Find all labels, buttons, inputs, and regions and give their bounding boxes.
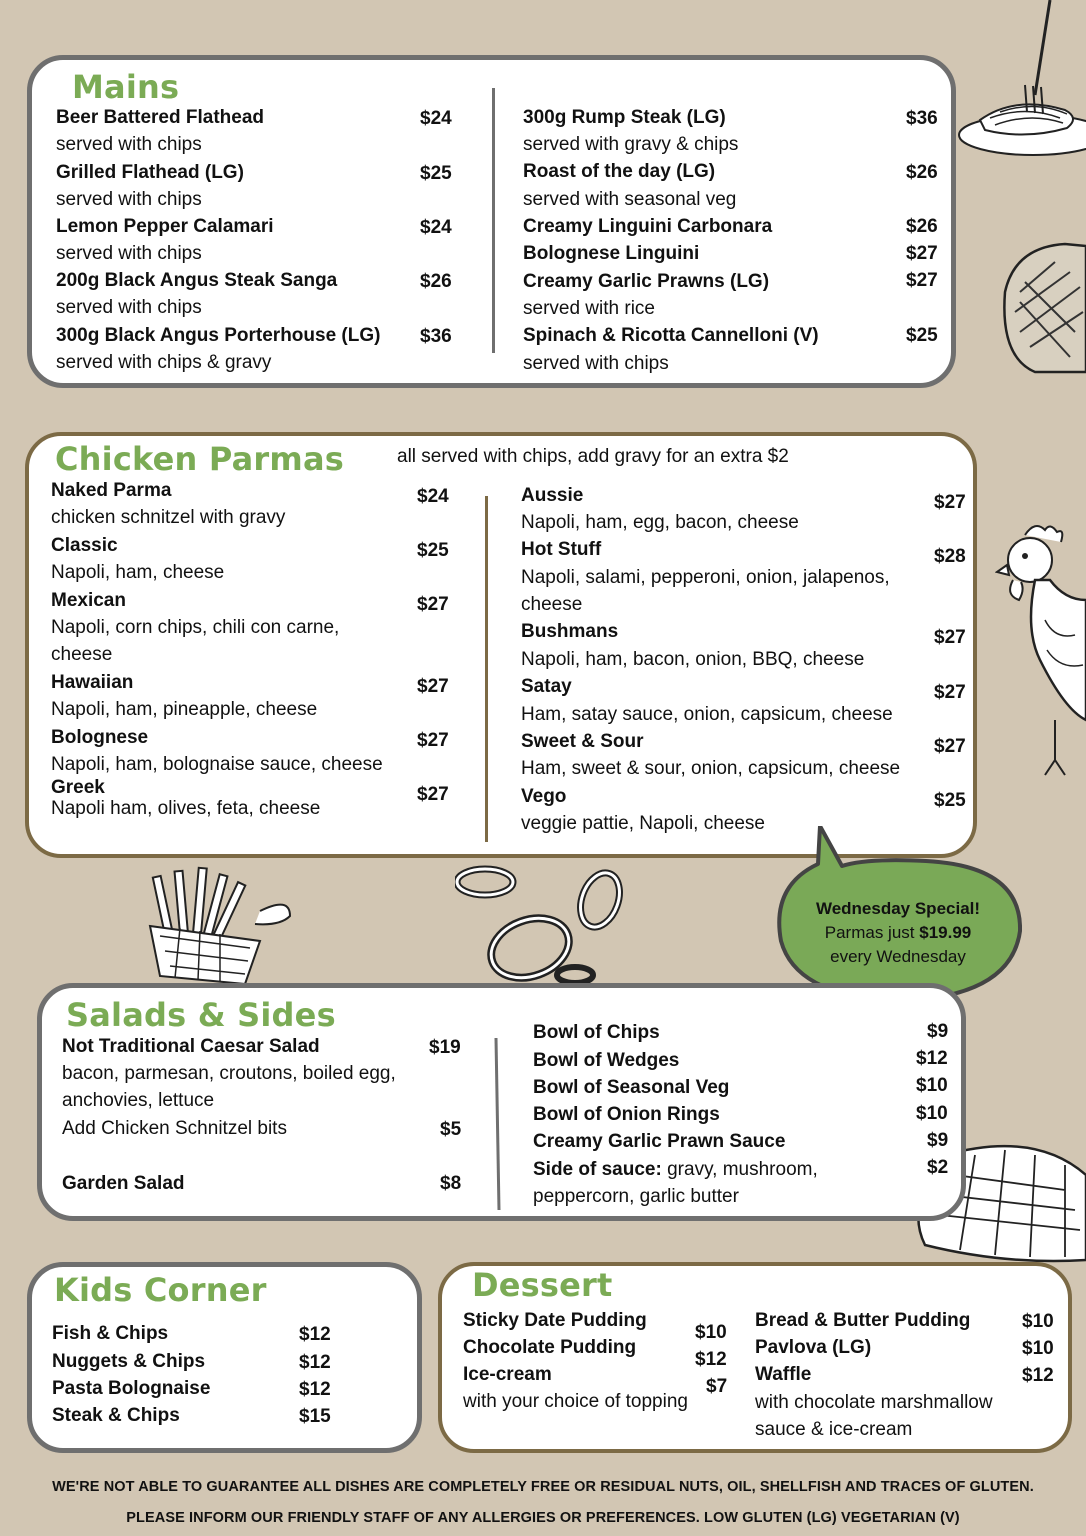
side-item-price: $10 [916, 1103, 948, 1124]
menu-item-name: Vego [521, 786, 567, 807]
allergy-notice: PLEASE INFORM OUR FRIENDLY STAFF OF ANY ALLERGIES OR PREFERENCES. LOW GLUTEN (LG) VEGETARIAN (V) [126, 1510, 960, 1526]
dessert-item-name: Waffle [755, 1364, 812, 1385]
menu-item-price: $27 [906, 270, 938, 291]
menu-item-description: veggie pattie, Napoli, cheese [521, 813, 765, 834]
menu-item-name: Aussie [521, 485, 584, 506]
menu-item-name: Grilled Flathead (LG) [56, 162, 244, 183]
dessert-title: Dessert [472, 1266, 613, 1304]
dessert-item-name: Pavlova (LG) [755, 1337, 872, 1358]
dessert-item-price: $10 [695, 1322, 727, 1343]
special-frequency: every Wednesday [830, 947, 966, 966]
kids-title: Kids Corner [54, 1271, 267, 1309]
menu-item-description: Napoli, corn chips, chili con carne, [51, 617, 340, 638]
menu-item-name: Spinach & Ricotta Cannelloni (V) [523, 325, 819, 346]
menu-item-name: 200g Black Angus Steak Sanga [56, 270, 338, 291]
side-sauce-options-cont: peppercorn, garlic butter [533, 1186, 739, 1207]
onion-rings-illustration [455, 860, 635, 990]
menu-item-description: chicken schnitzel with gravy [51, 507, 286, 528]
dessert-item-description-cont: sauce & ice-cream [755, 1419, 913, 1440]
kids-item-price: $12 [299, 1352, 331, 1373]
side-item-name: Bowl of Onion Rings [533, 1104, 720, 1125]
menu-item-description: served with rice [523, 298, 655, 319]
menu-item-name: Roast of the day (LG) [523, 161, 716, 182]
menu-item-name: Satay [521, 676, 572, 697]
menu-item-description: served with chips [523, 353, 669, 374]
side-item-price: $9 [927, 1021, 949, 1042]
side-item-price: $10 [916, 1075, 948, 1096]
menu-item-price: $26 [906, 216, 938, 237]
kids-item-name: Steak & Chips [52, 1405, 180, 1426]
menu-item-price: $27 [417, 730, 449, 751]
dessert-item-name: Ice-cream [463, 1364, 552, 1385]
menu-item-price: $24 [420, 217, 452, 238]
menu-item-name: Mexican [51, 590, 126, 611]
parmas-title: Chicken Parmas [55, 440, 345, 478]
menu-item-description: Napoli ham, olives, feta, cheese [51, 798, 321, 819]
side-item-name: Bowl of Seasonal Veg [533, 1077, 730, 1098]
menu-item-name: Naked Parma [51, 480, 172, 501]
menu-item-price: $27 [934, 627, 966, 648]
side-item-name: Bowl of Wedges [533, 1050, 680, 1071]
menu-item-name: Hawaiian [51, 672, 134, 693]
kids-item-price: $12 [299, 1324, 331, 1345]
menu-item-price: $27 [417, 676, 449, 697]
menu-item-price: $25 [420, 163, 452, 184]
menu-item-description: served with seasonal veg [523, 189, 737, 210]
menu-item-price: $26 [420, 271, 452, 292]
menu-item-description: served with chips [56, 297, 202, 318]
menu-item-price: $27 [934, 492, 966, 513]
menu-item-description: served with gravy & chips [523, 134, 739, 155]
menu-item-price: $36 [420, 326, 452, 347]
allergen-disclaimer: WE'RE NOT ABLE TO GUARANTEE ALL DISHES ARE COMPLETELY FREE OR RESIDUAL NUTS, OIL, SHELLFISH AND TRACES OF GLUTEN. [52, 1479, 1034, 1495]
side-sauce-options: gravy, mushroom, [661, 1159, 818, 1180]
special-price-prefix: Parmas just [824, 923, 920, 942]
side-sauce-price: $2 [927, 1157, 949, 1178]
steak-illustration [995, 232, 1086, 377]
menu-item-price: $27 [934, 736, 966, 757]
side-sauce-label: Side of sauce: [533, 1159, 662, 1180]
addon-price: $5 [440, 1119, 462, 1140]
menu-item-price: $26 [906, 162, 938, 183]
parmas-note: all served with chips, add gravy for an extra $2 [397, 446, 789, 467]
menu-item-name: Beer Battered Flathead [56, 107, 265, 128]
kids-item-name: Nuggets & Chips [52, 1351, 206, 1372]
dessert-item-price: $10 [1022, 1311, 1054, 1332]
dessert-item-name: Bread & Butter Pudding [755, 1310, 971, 1331]
kids-item-name: Fish & Chips [52, 1323, 169, 1344]
menu-item-description: Napoli, ham, egg, bacon, cheese [521, 512, 799, 533]
salads-title: Salads & Sides [66, 996, 336, 1034]
menu-item-description-cont: cheese [521, 594, 583, 615]
menu-item-name: Lemon Pepper Calamari [56, 216, 274, 237]
menu-item-name: 300g Black Angus Porterhouse (LG) [56, 325, 381, 346]
menu-item-price: $27 [417, 594, 449, 615]
menu-item-price: $19 [429, 1037, 461, 1058]
menu-item-description: Napoli, ham, bacon, onion, BBQ, cheese [521, 649, 865, 670]
menu-item-description: Ham, satay sauce, onion, capsicum, cheese [521, 704, 893, 725]
menu-item-description-cont: anchovies, lettuce [62, 1090, 215, 1111]
menu-item-price: $28 [934, 546, 966, 567]
menu-item-description: served with chips [56, 243, 202, 264]
menu-item-name: Sweet & Sour [521, 731, 644, 752]
menu-item-description-cont: cheese [51, 644, 113, 665]
kids-item-price: $12 [299, 1379, 331, 1400]
menu-item-price: $27 [906, 243, 938, 264]
dessert-item-price: $10 [1022, 1338, 1054, 1359]
mains-title: Mains [72, 68, 180, 106]
menu-item-price: $25 [934, 790, 966, 811]
fries-illustration [140, 866, 300, 986]
dessert-item-price: $12 [1022, 1365, 1054, 1386]
menu-item-name: Greek [51, 777, 105, 798]
menu-item-price: $27 [417, 784, 449, 805]
menu-item-description: served with chips & gravy [56, 352, 272, 373]
menu-item-price: $27 [934, 682, 966, 703]
menu-item-name: Hot Stuff [521, 539, 602, 560]
menu-item-description: Napoli, ham, bolognaise sauce, cheese [51, 754, 383, 775]
dessert-item-price: $7 [706, 1376, 728, 1397]
special-price-line [776, 924, 1020, 943]
menu-item-name: 300g Rump Steak (LG) [523, 107, 726, 128]
dessert-item-price: $12 [695, 1349, 727, 1370]
menu-item-name: Bolognese [51, 727, 149, 748]
pasta-fork-illustration [955, 0, 1086, 190]
menu-item-price: $8 [440, 1173, 462, 1194]
menu-item-name: Not Traditional Caesar Salad [62, 1036, 320, 1057]
dessert-item-description: with your choice of topping [463, 1391, 688, 1412]
menu-item-description: served with chips [56, 189, 202, 210]
kids-item-price: $15 [299, 1406, 331, 1427]
dessert-item-name: Chocolate Pudding [463, 1337, 637, 1358]
parmas-divider [485, 496, 488, 842]
menu-item-description: served with chips [56, 134, 202, 155]
special-title: Wednesday Special! [815, 899, 981, 918]
menu-item-description: Napoli, salami, pepperoni, onion, jalapenos, [521, 567, 890, 588]
menu-item-price: $25 [906, 325, 938, 346]
menu-item-price: $24 [420, 108, 452, 129]
menu-item-name: Creamy Linguini Carbonara [523, 216, 773, 237]
menu-item-description: Napoli, ham, cheese [51, 562, 225, 583]
kids-item-name: Pasta Bolognaise [52, 1378, 211, 1399]
side-item-name: Creamy Garlic Prawn Sauce [533, 1131, 786, 1152]
menu-item-price: $36 [906, 108, 938, 129]
menu-item-price: $24 [417, 486, 449, 507]
menu-item-price: $25 [417, 540, 449, 561]
dessert-item-name: Sticky Date Pudding [463, 1310, 647, 1331]
side-item-price: $12 [916, 1048, 948, 1069]
menu-item-name: Bolognese Linguini [523, 243, 700, 264]
addon-name: Add Chicken Schnitzel bits [62, 1118, 287, 1139]
side-item-price: $9 [927, 1130, 949, 1151]
menu-item-name: Classic [51, 535, 118, 556]
menu-item-name: Bushmans [521, 621, 619, 642]
salads-divider [494, 1038, 500, 1210]
menu-item-description: Napoli, ham, pineapple, cheese [51, 699, 318, 720]
menu-item-description: Ham, sweet & sour, onion, capsicum, cheese [521, 758, 901, 779]
special-price: $19.99 [919, 923, 972, 942]
menu-item-name: Creamy Garlic Prawns (LG) [523, 271, 770, 292]
mains-divider [492, 88, 495, 353]
dessert-item-description: with chocolate marshmallow [755, 1392, 993, 1413]
menu-item-description: bacon, parmesan, croutons, boiled egg, [62, 1063, 396, 1084]
chicken-illustration [995, 520, 1086, 785]
menu-item-name: Garden Salad [62, 1173, 185, 1194]
side-item-name: Bowl of Chips [533, 1022, 660, 1043]
side-sauce-line [533, 1160, 818, 1181]
